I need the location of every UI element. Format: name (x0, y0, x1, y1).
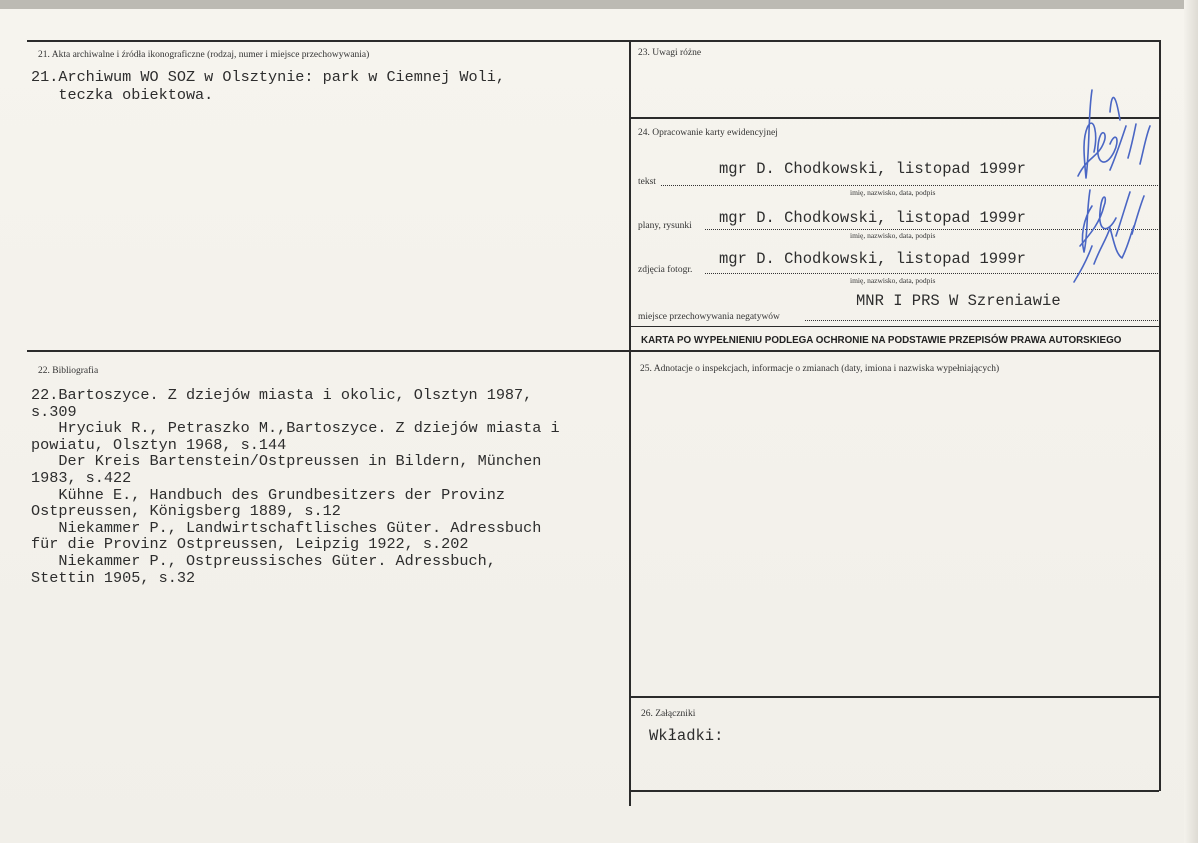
negatives-dotted-line (805, 320, 1158, 321)
copyright-notice: KARTA PO WYPEŁNIENIU PODLEGA OCHRONIE NA PODSTAWIE PRZEPISÓW PRAWA AUTORSKIEGO (641, 334, 1122, 346)
tekst-label: tekst (638, 177, 656, 187)
section-24-label: 24. Opracowanie karty ewidencyjnej (638, 128, 778, 138)
negatives-location-value: MNR I PRS W Szreniawie (856, 292, 1061, 310)
section-22-label: 22. Bibliografia (38, 366, 99, 376)
rule-notice-top (629, 326, 1159, 327)
zdjecia-label: zdjęcia fotogr. (638, 265, 693, 275)
rule-26-top (629, 696, 1159, 698)
rule-top (27, 40, 1159, 42)
section-26-label: 26. Załączniki (641, 709, 696, 719)
rule-divider-vertical (629, 40, 631, 806)
plany-value: mgr D. Chodkowski, listopad 1999r (719, 209, 1026, 227)
scan-edge-top (0, 0, 1198, 9)
section-25-label: 25. Adnotacje o inspekcjach, informacje o zmianach (daty, imiona i nazwiska wypełniających) (640, 364, 1000, 374)
zdjecia-sublabel: imię, nazwisko, data, podpis (850, 276, 936, 285)
rule-26-bottom (629, 790, 1159, 792)
scan-edge-right (1184, 0, 1198, 843)
negatives-location-label: miejsce przechowywania negatywów (638, 312, 780, 322)
section-22-text: 22.Bartoszyce. Z dziejów miasta i okolic, Olsztyn 1987, s.309 Hryciuk R., Petraszko M.,Bartoszyce. Z dziejów miasta i powiatu, Olsztyn 1968, s.144 Der Kreis Bartenstein/Ostpreussen in Bildern, München 1983, s.422 Kühne E., Handbuch des Grundbesitzers der Provinz Ostpreussen, Königsberg 1889, s.12 Niekammer P., Landwirtschaftlisches Güter. Adressbuch für die Provinz Ostpreussen, Leipzig 1922, s.202 Niekammer P., Ostpreussisches Güter. Adressbuch, Stettin 1905, s.32 (31, 386, 560, 587)
section-26-text: Wkładki: (649, 727, 724, 745)
tekst-value: mgr D. Chodkowski, listopad 1999r (719, 160, 1026, 178)
tekst-sublabel: imię, nazwisko, data, podpis (850, 188, 936, 197)
handwritten-signature (1070, 86, 1162, 286)
section-21-label: 21. Akta archiwalne i źródła ikonograficzne (rodzaj, numer i miejsce przechowywania) (38, 50, 370, 60)
section-21-text: 21.Archiwum WO SOZ w Olsztynie: park w Ciemnej Woli, teczka obiektowa. (31, 68, 505, 104)
rule-middle (27, 350, 1159, 352)
plany-label: plany, rysunki (638, 221, 692, 231)
section-23-label: 23. Uwagi różne (638, 48, 702, 58)
plany-sublabel: imię, nazwisko, data, podpis (850, 231, 936, 240)
zdjecia-value: mgr D. Chodkowski, listopad 1999r (719, 250, 1026, 268)
